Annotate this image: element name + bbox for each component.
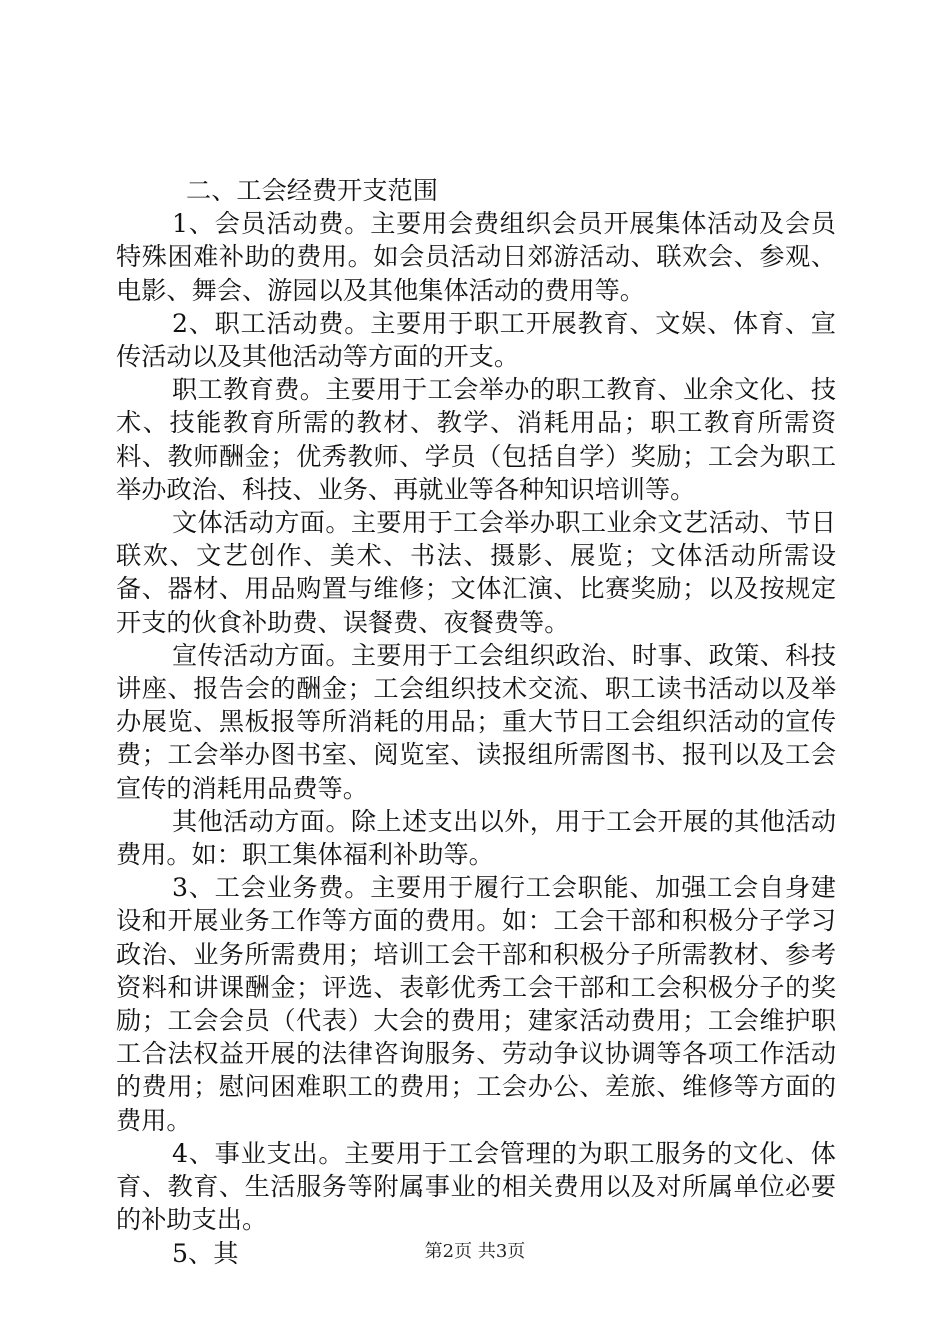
paragraph-undertaking-expense: 4、事业支出。主要用于工会管理的为职工服务的文化、体育、教育、生活服务等附属事业的相关费用以及对所属单位必要的补助支出。 (116, 1138, 836, 1235)
paragraph-staff-education: 职工教育费。主要用于工会举办的职工教育、业余文化、技术、技能教育所需的教材、教学、消耗用品；职工教育所需资料、教师酬金；优秀教师、学员（包括自学）奖励；工会为职工举办政治、科技、业务、再就业等各种知识培训等。 (116, 375, 836, 504)
paragraph-other-truncated: 5、其 (172, 1238, 239, 1268)
paragraph-union-business: 3、工会业务费。主要用于履行工会职能、加强工会自身建设和开展业务工作等方面的费用。如：工会干部和积极分子学习政治、业务所需费用；培训工会干部和积极分子所需教材、参考资料和讲课酬金；评选、表彰优秀工会干部和工会积极分子的奖励；工会会员（代表）大会的费用；建家活动费用；工会维护职工合法权益开展的法律咨询服务、劳动争议协调等各项工作活动的费用；慰问困难职工的费用；工会办公、差旅、维修等方面的费用。 (116, 873, 836, 1135)
paragraph-staff-activity: 2、职工活动费。主要用于职工开展教育、文娱、体育、宣传活动以及其他活动等方面的开支。 (116, 308, 836, 372)
paragraph-publicity: 宣传活动方面。主要用于工会组织政治、时事、政策、科技讲座、报告会的酬金；工会组织技术交流、职工读书活动以及举办展览、黑板报等所消耗的用品；重大节日工会组织活动的宣传费；工会举办图书室、阅览室、读报组所需图书、报刊以及工会宣传的消耗用品费等。 (116, 640, 836, 803)
paragraph-other-activity: 其他活动方面。除上述支出以外，用于工会开展的其他活动费用。如：职工集体福利补助等。 (116, 806, 836, 870)
paragraph-member-activity: 1、会员活动费。主要用会费组织会员开展集体活动及会员特殊困难补助的费用。如会员活动日郊游活动、联欢会、参观、电影、舞会、游园以及其他集体活动的费用等。 (116, 209, 836, 305)
paragraph-culture-sports: 文体活动方面。主要用于工会举办职工业余文艺活动、节日联欢、文艺创作、美术、书法、摄影、展览；文体活动所需设备、器材、用品购置与维修；文体汇演、比赛奖励；以及按规定开支的伙食补助费、误餐费、夜餐费等。 (116, 508, 836, 637)
document-body (116, 174, 836, 1270)
section-heading: 二、工会经费开支范围 (186, 176, 438, 205)
page-footer: 第2页 共3页 (424, 1241, 526, 1262)
